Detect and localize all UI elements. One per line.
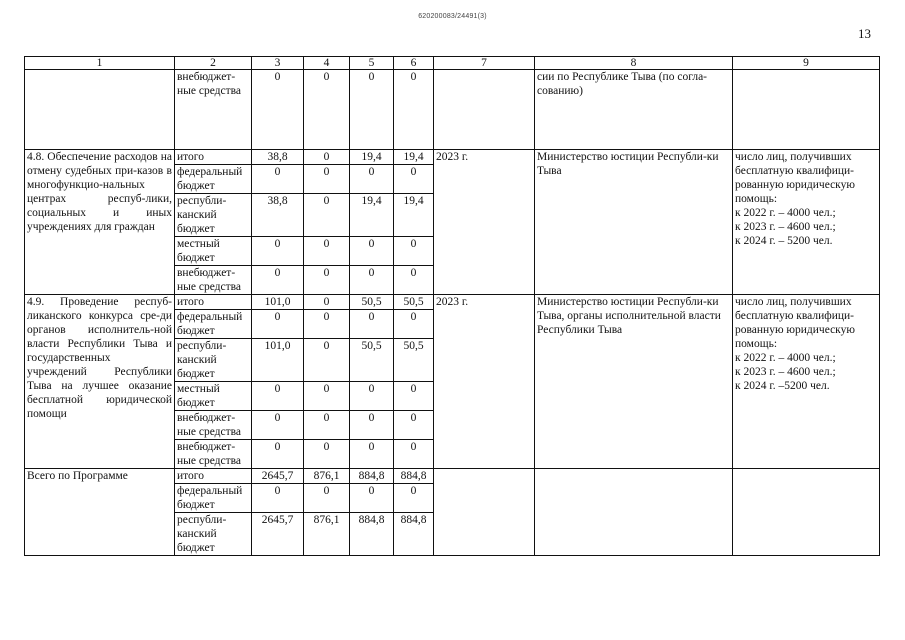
value-cell: 0 [394, 484, 434, 513]
funding-source: внебюджет-ные средства [175, 440, 252, 469]
col-header: 7 [434, 57, 535, 70]
value-cell: 0 [304, 194, 350, 237]
value-cell: 50,5 [394, 339, 434, 382]
funding-source: федеральный бюджет [175, 484, 252, 513]
funding-source: местный бюджет [175, 237, 252, 266]
value-cell: 0 [304, 165, 350, 194]
event-name-cell [25, 70, 175, 150]
value-cell: 0 [252, 237, 304, 266]
year-cell [434, 469, 535, 556]
value-cell: 0 [350, 266, 394, 295]
funding-source: внебюджет-ные средства [175, 266, 252, 295]
event-name-cell: 4.9. Проведение респуб-ликанского конкурса сре-ди органов исполнитель-ной власти Республики Тыва и государственных учреждений Республики Тыва на лучшее оказание бесплатной юридической помощи [25, 295, 175, 469]
value-cell: 0 [394, 310, 434, 339]
value-cell: 0 [394, 411, 434, 440]
value-cell: 38,8 [252, 150, 304, 165]
funding-source: внебюджет-ные средства [175, 411, 252, 440]
value-cell: 0 [350, 484, 394, 513]
value-cell: 19,4 [350, 194, 394, 237]
value-cell: 50,5 [394, 295, 434, 310]
value-cell: 0 [252, 70, 304, 150]
value-cell: 0 [304, 70, 350, 150]
value-cell: 101,0 [252, 295, 304, 310]
value-cell: 19,4 [394, 194, 434, 237]
year-cell: 2023 г. [434, 150, 535, 295]
funding-source: федеральный бюджет [175, 165, 252, 194]
col-header: 1 [25, 57, 175, 70]
value-cell: 0 [304, 382, 350, 411]
col-header: 4 [304, 57, 350, 70]
document-id: 620200083/24491(3) [418, 13, 487, 20]
column-header-row [25, 57, 880, 70]
value-cell: 0 [350, 382, 394, 411]
executor-cell: Министерство юстиции Республи-ки Тыва, органы исполнительной власти Республики Тыва [535, 295, 733, 469]
funding-source: республи-канский бюджет [175, 513, 252, 556]
value-cell: 2645,7 [252, 469, 304, 484]
value-cell: 0 [252, 310, 304, 339]
value-cell: 0 [350, 165, 394, 194]
value-cell: 0 [394, 165, 434, 194]
value-cell: 0 [252, 440, 304, 469]
event-name-cell: Всего по Программе [25, 469, 175, 556]
value-cell: 0 [304, 440, 350, 469]
value-cell: 0 [252, 165, 304, 194]
col-header: 6 [394, 57, 434, 70]
value-cell: 884,8 [350, 513, 394, 556]
value-cell: 0 [394, 237, 434, 266]
value-cell: 0 [304, 237, 350, 266]
value-cell: 50,5 [350, 339, 394, 382]
executor-cell: сии по Республике Тыва (по согла-сованию) [535, 70, 733, 150]
value-cell: 0 [304, 411, 350, 440]
value-cell: 50,5 [350, 295, 394, 310]
value-cell: 0 [394, 440, 434, 469]
value-cell: 884,8 [394, 513, 434, 556]
value-cell: 876,1 [304, 513, 350, 556]
year-cell: 2023 г. [434, 295, 535, 469]
value-cell: 101,0 [252, 339, 304, 382]
funding-source: внебюджет-ные средства [175, 70, 252, 150]
page-number: 13 [858, 26, 871, 41]
table-row [25, 295, 880, 310]
value-cell: 0 [304, 150, 350, 165]
funding-source: итого [175, 469, 252, 484]
executor-cell: Министерство юстиции Республи-ки Тыва [535, 150, 733, 295]
value-cell: 0 [252, 266, 304, 295]
continuation-row [25, 70, 880, 150]
col-header: 9 [733, 57, 880, 70]
value-cell: 0 [304, 295, 350, 310]
value-cell: 876,1 [304, 469, 350, 484]
value-cell: 0 [304, 266, 350, 295]
funding-source: местный бюджет [175, 382, 252, 411]
value-cell: 19,4 [350, 150, 394, 165]
table-row [25, 469, 880, 484]
value-cell: 0 [350, 411, 394, 440]
value-cell: 0 [394, 382, 434, 411]
funding-source: республи-канский бюджет [175, 194, 252, 237]
value-cell: 0 [304, 310, 350, 339]
value-cell: 0 [252, 484, 304, 513]
col-header: 2 [175, 57, 252, 70]
value-cell: 0 [394, 266, 434, 295]
indicator-cell [733, 469, 880, 556]
value-cell: 2645,7 [252, 513, 304, 556]
funding-source: итого [175, 150, 252, 165]
funding-source: республи-канский бюджет [175, 339, 252, 382]
table-row [25, 150, 880, 165]
executor-cell [535, 469, 733, 556]
col-header: 5 [350, 57, 394, 70]
value-cell: 0 [350, 70, 394, 150]
indicator-cell: число лиц, получивших бесплатную квалифици-рованную юридическую помощь: к 2022 г. – 4000 чел.; к 2023 г. – 4600 чел.; к 2024 г. – 5200 чел. [733, 150, 880, 295]
value-cell: 0 [350, 237, 394, 266]
value-cell: 0 [350, 310, 394, 339]
program-table [24, 56, 880, 556]
col-header: 3 [252, 57, 304, 70]
funding-source: итого [175, 295, 252, 310]
event-name-cell: 4.8. Обеспечение расходов на отмену судебных при-казов в многофункцио-нальных центрах респуб-лики, социальных и иных учреждениях для граждан [25, 150, 175, 295]
col-header: 8 [535, 57, 733, 70]
value-cell: 884,8 [394, 469, 434, 484]
indicator-cell: число лиц, получивших бесплатную квалифици-рованную юридическую помощь: к 2022 г. – 4000 чел.; к 2023 г. – 4600 чел.; к 2024 г. –5200 чел. [733, 295, 880, 469]
indicator-cell [733, 70, 880, 150]
value-cell: 19,4 [394, 150, 434, 165]
value-cell: 0 [350, 440, 394, 469]
value-cell: 0 [304, 339, 350, 382]
funding-source: федеральный бюджет [175, 310, 252, 339]
value-cell: 0 [252, 411, 304, 440]
year-cell [434, 70, 535, 150]
value-cell: 0 [394, 70, 434, 150]
value-cell: 884,8 [350, 469, 394, 484]
value-cell: 0 [304, 484, 350, 513]
value-cell: 38,8 [252, 194, 304, 237]
value-cell: 0 [252, 382, 304, 411]
